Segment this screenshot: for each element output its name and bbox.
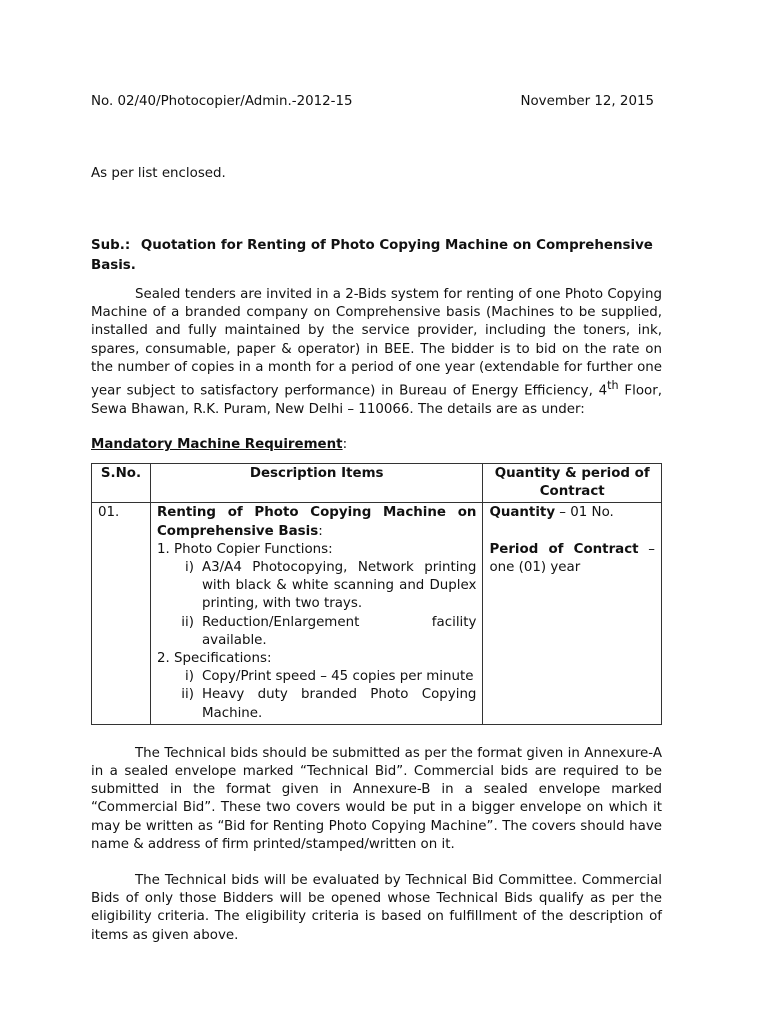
period-line (489, 541, 655, 577)
table-row (92, 503, 662, 724)
header-description: Description Items (150, 463, 482, 502)
list-item-number: i) (185, 559, 194, 575)
list-item-text: Reduction/Enlargement facility available. (201, 614, 477, 648)
subject-line (91, 236, 662, 276)
subject-label: Sub.: (91, 238, 131, 253)
reference-number: No. 02/40/Photocopier/Admin.-2012-15 (91, 94, 353, 109)
requirement-table (91, 463, 662, 725)
intro-text-part1: Sealed tenders are invited in a 2-Bids system for renting of one Photo Copying Machine of a branded company on Comprehensive basis (Machines to be supplied, installed and fully maintained by the service provider, including the toners, ink, spares, consumable, paper & operator) in BEE. The bidder is to bid on the rate on the number of copies in a month for a period of one year (extendable for further one year subject to satisfactory performance) in Bureau of Energy Efficiency, 4 (91, 287, 662, 399)
item-title-colon: : (318, 523, 323, 539)
list-item (157, 614, 476, 650)
cell-description (150, 503, 482, 724)
technical-bids-paragraph: The Technical bids should be submitted as per the format given in Annexure-A in a sealed envelope marked “Technical Bid”. Commercial bids are required to be submitted in the format given in Annexure-B in a sealed envelope marked “Commercial Bid”. These two covers would be put in a bigger envelope on which it may be written as “Bid for Renting Photo Copying Machine”. The covers should have name & address of firm printed/stamped/written on it. (91, 745, 662, 852)
list-item-number: ii) (181, 614, 194, 630)
intro-paragraph (91, 286, 662, 419)
recipient: As per list enclosed. (91, 166, 226, 181)
section-specifications: 2. Specifications: (156, 650, 272, 666)
evaluation-paragraph: The Technical bids will be evaluated by Technical Bid Committee. Commercial Bids of only those Bidders will be opened whose Technical Bids qualify as per the eligibility criteria. The eligibility criteria is based on fulfillment of the description of items as given above. (91, 872, 662, 943)
list-item-text: Heavy duty branded Photo Copying Machine. (201, 687, 477, 721)
list-item-text: Copy/Print speed – 45 copies per minute (201, 669, 474, 685)
header-sno: S.No. (92, 463, 151, 502)
list-item (157, 559, 476, 614)
letter-page (91, 92, 662, 945)
mandatory-heading-colon: : (342, 436, 348, 452)
cell-sno: 01. (92, 503, 151, 724)
table-header-row (92, 463, 662, 502)
item-title (157, 504, 476, 540)
period-value: – one (01) year (489, 541, 655, 575)
list-item-text: A3/A4 Photocopying, Network printing with black & white scanning and Duplex printing, with two trays. (201, 559, 477, 612)
list-item-number: ii) (181, 687, 194, 703)
intro-text-part2: Floor, Sewa Bhawan, R.K. Puram, New Delhi – 110066. The details are as under: (91, 383, 662, 417)
quantity-line (489, 504, 655, 522)
quantity-value: – 01 No. (555, 505, 614, 521)
spacer (489, 523, 655, 541)
header-quantity: Quantity & period of Contract (483, 463, 662, 502)
list-item (157, 668, 476, 686)
letter-header (91, 92, 662, 112)
subject-text: Quotation for Renting of Photo Copying Machine on Comprehensive Basis. (91, 238, 653, 273)
list-item (157, 686, 476, 722)
intro-superscript: th (607, 379, 619, 393)
mandatory-requirement-heading (91, 435, 662, 455)
item-title-text: Renting of Photo Copying Machine on Comprehensive Basis (156, 505, 477, 539)
cell-quantity (483, 503, 662, 724)
section-functions: 1. Photo Copier Functions: (156, 541, 333, 557)
period-label: Period of Contract (489, 541, 639, 557)
quantity-label: Quantity (489, 505, 556, 521)
mandatory-heading-text: Mandatory Machine Requirement (91, 436, 343, 452)
list-item-number: i) (185, 669, 194, 685)
letter-date: November 12, 2015 (520, 94, 654, 109)
